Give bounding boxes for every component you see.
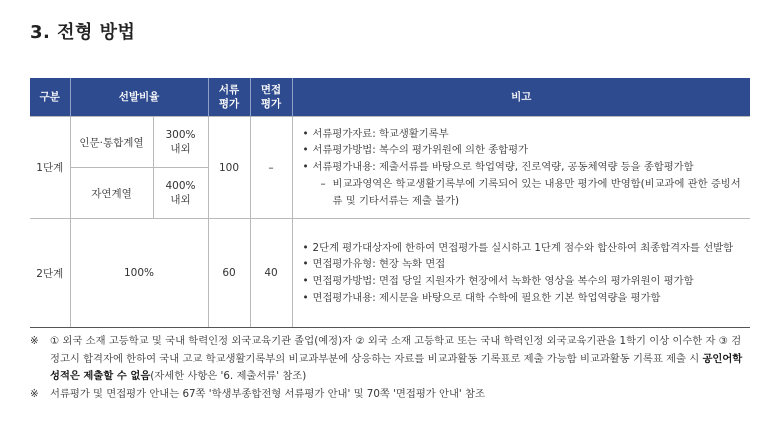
table-row bbox=[30, 219, 750, 328]
footnote-2: ※ 서류평가 및 면접평가 안내는 67쪽 '학생부종합전형 서류평가 안내' 및 70쪽 '면접평가 안내' 참조 bbox=[30, 386, 750, 404]
header-ratio: 선발비율 bbox=[70, 78, 208, 117]
reference-mark-icon: ※ bbox=[30, 387, 39, 400]
header-division: 구분 bbox=[30, 78, 70, 117]
list-item: • 서류평가내용: 제출서류를 바탕으로 학업역량, 진로역량, 공동체역량 등을 종합평가함 bbox=[302, 161, 694, 174]
section-title: 3. 전형 방법 bbox=[30, 22, 136, 43]
footnote-1: ※ ① 외국 소재 고등학교 및 국내 학력인정 외국교육기관 졸업(예정)자 ② 외국 소재 고등학교 또는 국내 학력인정 외국교육기관을 1학기 이상 이수한 자 ③ 검정고시 합격자에 한하여 국내 고교 학교생활기록부의 비교과부분에 상응하는 자료를 비교과활동 기록표로 제출 가능함 비교과활동 기록표 제출 시 공인어학성적은 제출할 수 없음(자세한 사항은 '6. 제출서류' 참조) bbox=[30, 335, 743, 382]
selection-method-table bbox=[30, 78, 750, 328]
stage2-ratio: 100% bbox=[70, 219, 208, 328]
table-row bbox=[30, 117, 750, 168]
list-item: • 면접평가내용: 제시문을 바탕으로 대학 수학에 필요한 기본 학업역량을 평가함 bbox=[302, 291, 661, 304]
header-doc-eval: 서류 평가 bbox=[208, 78, 250, 117]
stage1-interview: – bbox=[250, 117, 292, 219]
stage2-doc-eval: 60 bbox=[208, 219, 250, 328]
footnotes bbox=[30, 333, 750, 403]
list-item: • 서류평가방법: 복수의 평가위원에 의한 종합평가 bbox=[302, 144, 529, 157]
list-item: • 서류평가자료: 학교생활기록부 bbox=[302, 127, 449, 140]
track-natural: 자연계열 bbox=[70, 168, 153, 219]
reference-mark-icon: ※ bbox=[30, 335, 39, 347]
ratio-humanities: 300% 내외 bbox=[153, 117, 208, 168]
sub-list-item: – 비교과영역은 학교생활기록부에 기록되어 있는 내용만 평가에 반영함(비교과에 관한 증빙서류 및 기타서류는 제출 불가) bbox=[320, 177, 741, 207]
stage2-notes bbox=[292, 219, 750, 328]
footnote-emphasis: 공인어학성적은 제출할 수 없음 bbox=[50, 352, 743, 382]
stage1-doc-eval: 100 bbox=[208, 117, 250, 219]
stage2-label: 2단계 bbox=[30, 219, 70, 328]
header-note: 비고 bbox=[292, 78, 750, 117]
header-interview: 면접 평가 bbox=[250, 78, 292, 117]
stage1-notes bbox=[292, 117, 750, 219]
list-item: • 면접평가유형: 현장 녹화 면접 bbox=[302, 258, 446, 271]
track-humanities: 인문·통합계열 bbox=[70, 117, 153, 168]
stage2-interview: 40 bbox=[250, 219, 292, 328]
table-header-row bbox=[30, 78, 750, 117]
list-item: • 2단계 평가대상자에 한하여 면접평가를 실시하고 1단계 점수와 합산하여 최종합격자를 선발함 bbox=[302, 241, 734, 254]
ratio-natural: 400% 내외 bbox=[153, 168, 208, 219]
stage1-label: 1단계 bbox=[30, 117, 70, 219]
list-item: • 면접평가방법: 면접 당일 지원자가 현장에서 녹화한 영상을 복수의 평가위원이 평가함 bbox=[302, 275, 694, 287]
